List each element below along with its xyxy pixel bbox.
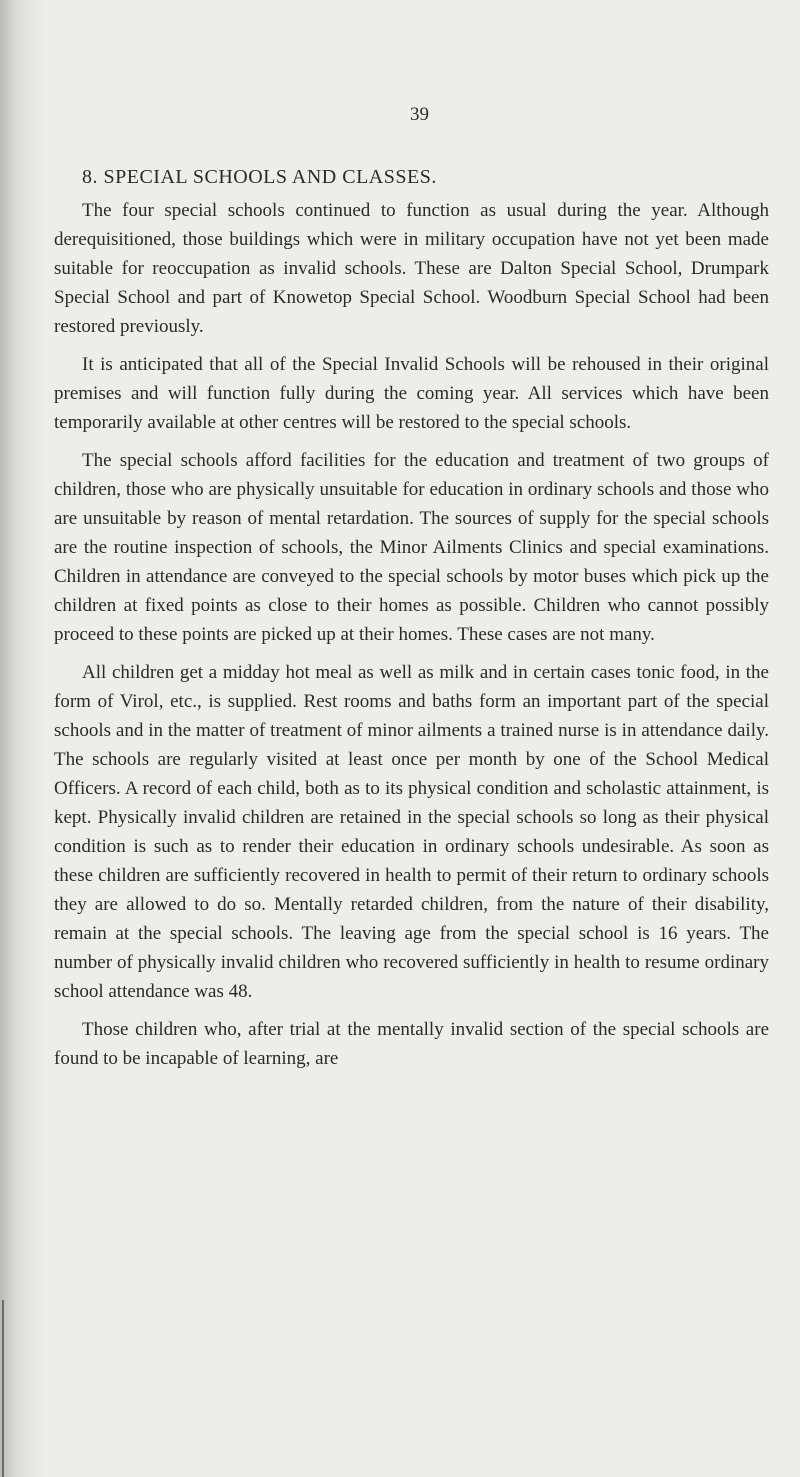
page-gutter-shadow [0,0,48,1477]
section-title: 8. SPECIAL SCHOOLS AND CLASSES. [82,166,437,188]
paragraph-1: The four special schools continued to function as usual during the year. Although derequisitioned, those buildings which were in military occupation have not yet been made suitable for reoccupation as invalid schools. These are Dalton Special School, Drumpark Special School and part of Knowetop Special School. Woodburn Special School had been restored previously. [54,200,769,337]
paragraph-2: It is anticipated that all of the Special Invalid Schools will be rehoused in their original premises and will function fully during the coming year. All services which have been temporarily available at other centres will be restored to the special schools. [54,354,769,433]
document-page [54,104,769,1082]
binding-edge-line [2,1300,4,1477]
paragraph-4: All children get a midday hot meal as well as milk and in certain cases tonic food, in the form of Virol, etc., is supplied. Rest rooms and baths form an important part of the special schools and in the matter of treatment of minor ailments a trained nurse is in attendance daily. The schools are regularly visited at least once per month by one of the School Medical Officers. A record of each child, both as to its physical condition and scholastic attainment, is kept. Physically invalid children are retained in the special schools so long as their physical condition is such as to render their education in ordinary schools undesirable. As soon as these children are sufficiently recovered in health to permit of their return to ordinary schools they are allowed to do so. Mentally retarded children, from the nature of their disability, remain at the special schools. The leaving age from the special school is 16 years. The number of physically invalid children who recovered sufficiently in health to resume ordinary school attendance was 48. [54,662,769,1002]
paragraph-3: The special schools afford facilities for the education and treatment of two groups of children, those who are physically unsuitable for education in ordinary schools and those who are unsuitable by reason of mental retardation. The sources of supply for the special schools are the routine inspection of schools, the Minor Ailments Clinics and special examinations. Children in attendance are conveyed to the special schools by motor buses which pick up the children at fixed points as close to their homes as possible. Children who cannot possibly proceed to these points are picked up at their homes. These cases are not many. [54,450,769,645]
paragraph-5: Those children who, after trial at the mentally invalid section of the special schools are found to be incapable of learning, are [54,1019,769,1069]
page-number: 39 [410,104,429,125]
